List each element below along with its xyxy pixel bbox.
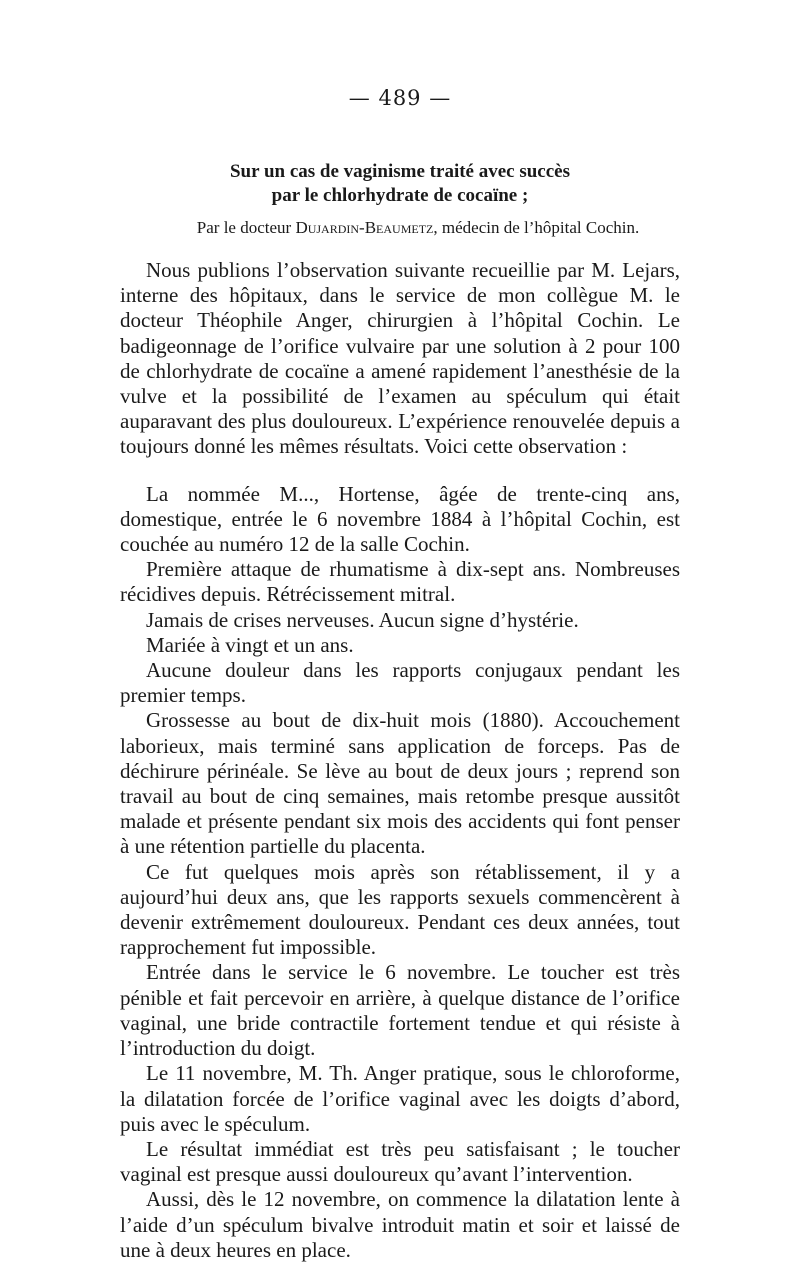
article-body xyxy=(120,258,680,1263)
paragraph-result: Le résultat immédiat est très peu satisfaisant ; le toucher vaginal est presque aussi douloureux qu’avant l’intervention. xyxy=(120,1136,680,1187)
byline-suffix: , médecin de l’hôpital Cochin. xyxy=(433,218,640,237)
paragraph-onset: Ce fut quelques mois après son rétablissement, il y a aujourd’hui deux ans, que les rapports sexuels commencèrent à devenir extrêmement douloureux. Pendant ces deux années, tout rapprochement fut impossible. xyxy=(120,859,680,960)
article-byline xyxy=(118,218,718,238)
paragraph-intro: Nous publions l’observation suivante recueillie par M. Lejars, interne des hôpitaux, dans le service de mon collègue M. le docteur Théophile Anger, chirurgien à l’hôpital Cochin. Le badigeonnage de l’orifice vulvaire par une solution à 2 pour 100 de chlorhydrate de cocaïne a amené rapidement l’anesthésie de la vulve et la possibilité de l’examen au spéculum qui était auparavant des plus douloureux. L’expérience renouvelée depuis a toujours donné les mêmes résultats. Voici cette observation : xyxy=(120,258,680,459)
paragraph-married: Mariée à vingt et un ans. xyxy=(146,632,354,657)
paragraph-slow-dilatation: Aussi, dès le 12 novembre, on commence la dilatation lente à l’aide d’un spéculum bivalve introduit matin et soir et laissé de une à deux heures en place. xyxy=(120,1187,680,1262)
page-number: — 489 — xyxy=(348,86,452,110)
paragraph-dilatation: Le 11 novembre, M. Th. Anger pratique, sous le chloroforme, la dilatation forcée de l’orifice vaginal avec les doigts d’abord, puis avec le spéculum. xyxy=(120,1061,680,1136)
paragraph-admission: Entrée dans le service le 6 novembre. Le toucher est très pénible et fait percevoir en arrière, à quelque distance de l’orifice vaginal, une bride contractile fortement tendue et qui résiste à l’introduction du doigt. xyxy=(120,960,680,1061)
article-title-line-1: Sur un cas de vaginisme traité avec succès xyxy=(229,161,571,182)
article-title xyxy=(140,160,660,208)
byline-author: Dujardin-Beaumetz xyxy=(295,218,434,237)
paragraph-rheumatism: Première attaque de rhumatisme à dix-sept ans. Nombreuses récidives depuis. Rétrécissement mitral. xyxy=(120,557,680,607)
paragraph-nervous: Jamais de crises nerveuses. Aucun signe d’hystérie. xyxy=(146,607,579,632)
article-title-line-2: par le chlorhydrate de cocaïne ; xyxy=(271,185,529,206)
byline-prefix: Par le docteur xyxy=(196,218,296,237)
paragraph-pregnancy: Grossesse au bout de dix-huit mois (1880). Accouchement laborieux, mais terminé sans application de forceps. Pas de déchirure périnéale. Se lève au bout de deux jours ; reprend son travail au bout de cinq semaines, mais retombe presque aussitôt malade et présente pendant six mois des accidents qui font penser à une rétention partielle du placenta. xyxy=(120,708,680,859)
paragraph-patient: La nommée M..., Hortense, âgée de trente-cinq ans, domestique, entrée le 6 novembre 1884 à l’hôpital Cochin, est couchée au numéro 12 de la salle Cochin. xyxy=(120,481,680,557)
paragraph-no-pain: Aucune douleur dans les rapports conjugaux pendant les premier temps. xyxy=(120,658,680,708)
